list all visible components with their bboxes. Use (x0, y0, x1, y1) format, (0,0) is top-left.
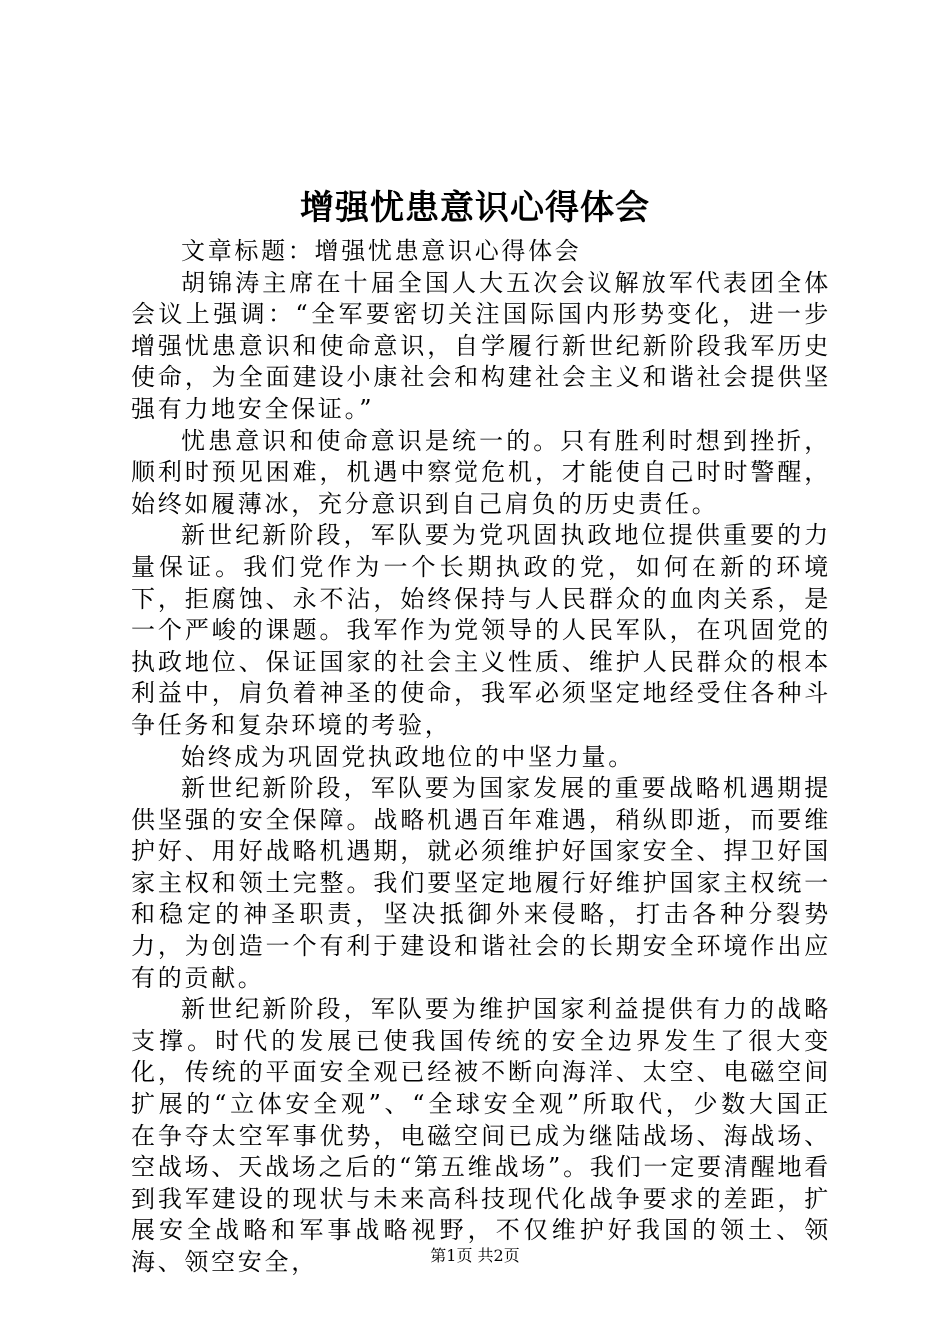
paragraph: 胡锦涛主席在十届全国人大五次会议解放军代表团全体会议上强调：“全军要密切关注国际国内形势变化，进一步增强忧患意识和使命意识，自学履行新世纪新阶段我军历史使命，为全面建设小康社会和构建社会主义和谐社会提供坚强有力地安全保证。” (131, 268, 831, 423)
page-indicator: 第1页 共2页 (430, 1246, 520, 1265)
paragraph: 新世纪新阶段，军队要为维护国家利益提供有力的战略支撑。时代的发展已使我国传统的安全边界发生了很大变化，传统的平面安全观已经被不断向海洋、太空、电磁空间扩展的“立体安全观”、“全球安全观”所取代，少数大国正在争夺太空军事优势，电磁空间已成为继陆战场、海战场、空战场、天战场之后的“第五维战场”。我们一定要清醒地看到我军建设的现状与未来高科技现代化战争要求的差距，扩展安全战略和军事战略视野，不仅维护好我国的领土、领海、领空安全， (131, 995, 831, 1276)
paragraph: 新世纪新阶段，军队要为国家发展的重要战略机遇期提供坚强的安全保障。战略机遇百年难遇，稍纵即逝，而要维护好、用好战略机遇期，就必须维护好国家安全、捍卫好国家主权和领土完整。我们要坚定地履行好维护国家主权统一和稳定的神圣职责，坚决抵御外来侵略，打击各种分裂势力，为创造一个有利于建设和谐社会的长期安全环境作出应有的贡献。 (131, 774, 831, 992)
paragraph: 忧患意识和使命意识是统一的。只有胜利时想到挫折，顺利时预见困难，机遇中察觉危机，才能使自己时时警醒，始终如履薄冰，充分意识到自己肩负的历史责任。 (131, 426, 831, 518)
article-title-line: 文章标题：增强忧患意识心得体会 (181, 237, 582, 265)
document-title: 增强忧患意识心得体会 (300, 188, 650, 228)
document-body (131, 236, 831, 1279)
paragraph: 新世纪新阶段，军队要为党巩固执政地位提供重要的力量保证。我们党作为一个长期执政的党，如何在新的环境下，拒腐蚀、永不沾，始终保持与人民群众的血肉关系，是一个严峻的课题。我军作为党领导的人民军队，在巩固党的执政地位、保证国家的社会主义性质、维护人民群众的根本利益中，肩负着神圣的使命，我军必须坚定地经受住各种斗争任务和复杂环境的考验， (131, 521, 831, 739)
paragraph: 始终成为巩固党执政地位的中坚力量。 (181, 742, 635, 771)
